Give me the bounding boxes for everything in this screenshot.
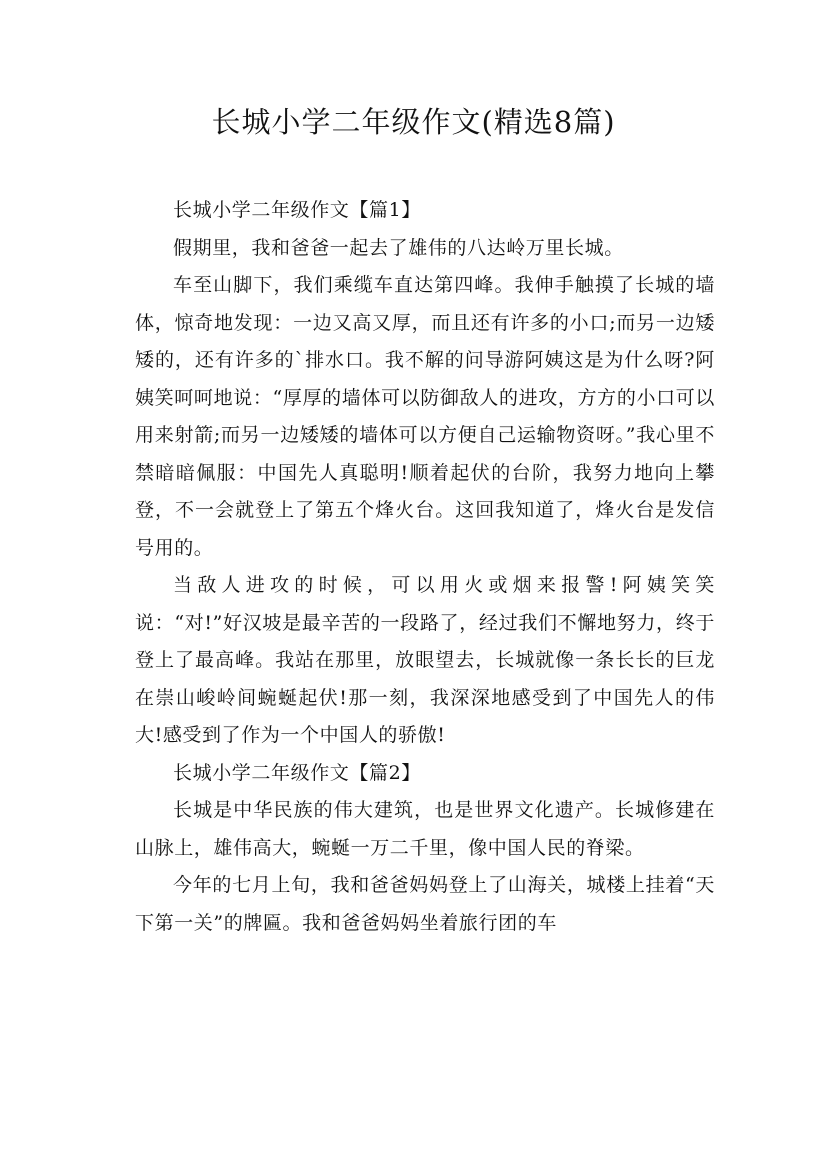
paragraph: 长城是中华民族的伟大建筑，也是世界文化遗产。长城修建在山脉上，雄伟高大，蜿蜒一万二千里，像中国人民的脊梁。 bbox=[135, 799, 715, 859]
section-heading-2: 长城小学二年级作文【篇2】 bbox=[173, 761, 421, 784]
section-heading-1: 长城小学二年级作文【篇1】 bbox=[173, 199, 421, 221]
paragraph: 当敌人进攻的时候，可以用火或烟来报警!阿姨笑笑说：“对!”好汉坡是最辛苦的一段路了，经过我们不懈地努力，终于登上了最高峰。我站在那里，放眼望去，长城就像一条长长的巨龙在崇山峻岭间蜿蜒起伏!那一刻，我深深地感受到了中国先人的伟大!感受到了作为一个中国人的骄傲! bbox=[135, 574, 715, 746]
paragraph: 今年的七月上旬，我和爸爸妈妈登上了山海关，城楼上挂着“天下第一关”的牌匾。我和爸爸妈妈坐着旅行团的车 bbox=[135, 874, 715, 934]
document-title: 长城小学二年级作文(精选8篇) bbox=[211, 105, 616, 139]
paragraph: 车至山脚下，我们乘缆车直达第四峰。我伸手触摸了长城的墙体，惊奇地发现：一边又高又厚，而且还有许多的小口;而另一边矮矮的，还有许多的`排水口。我不解的问导游阿姨这是为什么呀?阿姨笑呵呵地说：“厚厚的墙体可以防御敌人的进攻，方方的小口可以用来射箭;而另一边矮矮的墙体可以方便自己运输物资呀。”我心里不禁暗暗佩服：中国先人真聪明!顺着起伏的台阶，我努力地向上攀登，不一会就登上了第五个烽火台。这回我知道了，烽火台是发信号用的。 bbox=[135, 274, 715, 559]
paragraph: 假期里，我和爸爸一起去了雄伟的八达岭万里长城。 bbox=[173, 236, 624, 259]
document-body bbox=[135, 192, 715, 942]
